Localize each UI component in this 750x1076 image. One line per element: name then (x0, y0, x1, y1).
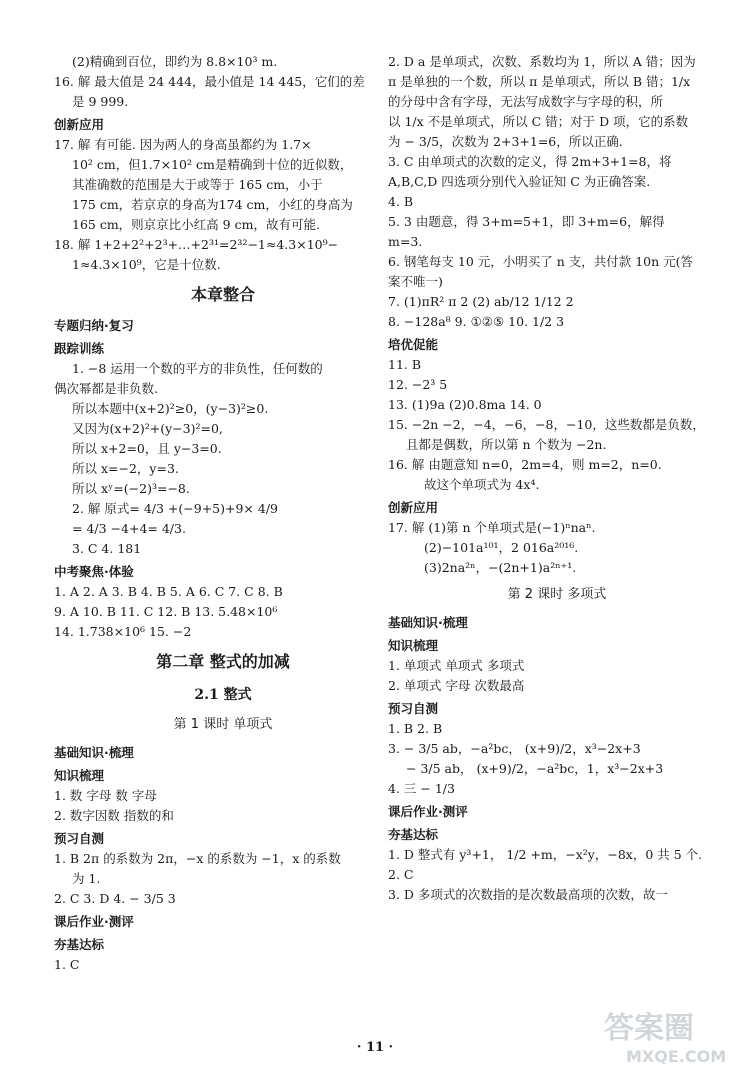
answer-line: 所以 x=−2，y=3. (72, 461, 179, 476)
answer-line: 1. D 整式有 y³+1， 1/2 +m，−x²y，−8x，0 共 5 个. (388, 847, 703, 862)
answer-line: 14. 1.738×10⁶ 15. −2 (54, 624, 192, 639)
section-heading: 创新应用 (388, 500, 439, 515)
section-heading: 知识梳理 (388, 638, 439, 653)
section-heading: 预习自测 (54, 831, 105, 846)
section-heading: 知识梳理 (54, 768, 105, 783)
section-heading: 第二章 整式的加减 (156, 652, 290, 671)
answer-line: 故这个单项式为 4x⁴. (424, 477, 540, 492)
svg-text:答案圈: 答案圈 (604, 1011, 694, 1046)
answer-line: 4. 三 − 1/3 (388, 781, 455, 796)
answer-line: (2)精确到百位，即约为 8.8×10³ m. (72, 54, 278, 69)
answer-line: 16. 解 最大值是 24 444，最小值是 14 445，它们的差 (54, 74, 365, 89)
answer-line: − 3/5 ab， (x+9)/2，−a²bc，1，x³−2x+3 (406, 761, 664, 776)
answer-line: 为 − 3/5，次数为 2+3+1=6，所以正确. (388, 134, 623, 149)
answer-line: 1. C (54, 957, 80, 972)
answer-line: 2. C (388, 867, 414, 882)
answer-line: 且都是偶数，所以第 n 个数为 −2n. (406, 437, 607, 452)
answer-line: 5. 3 由题意，得 3+m=5+1，即 3+m=6，解得 (388, 214, 665, 229)
answer-line: (2)−101a¹⁰¹，2 016a²⁰¹⁶. (424, 540, 579, 555)
svg-text:MXQE.COM: MXQE.COM (626, 1047, 727, 1066)
answer-line: 1. 单项式 单项式 多项式 (388, 658, 525, 673)
section-heading: 跟踪训练 (54, 341, 105, 356)
answer-line: 3. C 由单项式的次数的定义，得 2m+3+1=8，将 (388, 154, 672, 169)
right-column (388, 52, 726, 905)
answer-line: 2. 数字因数 指数的和 (54, 808, 174, 823)
section-heading: 预习自测 (388, 701, 439, 716)
answer-line: 案不唯一) (388, 274, 443, 289)
answer-line: 6. 钢笔每支 10 元，小明买了 n 支，共付款 10n 元(答 (388, 254, 694, 269)
answer-line: 2. D a 是单项式，次数、系数均为 1，所以 A 错；因为 (388, 54, 696, 69)
answer-line: 1. B 2π 的系数为 2π，−x 的系数为 −1，x 的系数 (54, 851, 341, 866)
answer-line: 又因为(x+2)²+(y−3)²=0, (72, 421, 223, 436)
section-heading: 第 1 课时 单项式 (173, 717, 273, 732)
answer-line: 4. B (388, 194, 414, 209)
answer-line: 7. (1)πR² π 2 (2) ab/12 1/12 2 (388, 294, 574, 309)
section-heading: 课后作业·测评 (54, 914, 134, 929)
answer-line: 17. 解 (1)第 n 个单项式是(−1)ⁿnaⁿ. (388, 520, 596, 535)
answer-line: m=3. (388, 234, 423, 249)
answer-line: 所以 xʸ=(−2)³=−8. (72, 481, 190, 496)
answer-line: 175 cm，若京京的身高为174 cm，小红的身高为 (72, 197, 353, 212)
answer-line: 10² cm，但1.7×10² cm是精确到十位的近似数， (72, 157, 353, 172)
answer-line: 18. 解 1+2+2²+2³+…+2³¹=2³²−1≈4.3×10⁹− (54, 237, 339, 252)
answer-line: 1. −8 运用一个数的平方的非负性，任何数的 (72, 361, 323, 376)
answer-line: (3)2na²ⁿ，−(2n+1)a²ⁿ⁺¹. (424, 560, 577, 575)
watermark-logo (596, 1000, 746, 1070)
section-heading: 基础知识·梳理 (388, 615, 468, 630)
answer-line: 3. − 3/5 ab，−a²bc， (x+9)/2，x³−2x+3 (388, 741, 641, 756)
answer-line: 1. 数 字母 数 字母 (54, 788, 157, 803)
section-heading: 第 2 课时 多项式 (507, 587, 607, 602)
answer-line: 8. −128a⁸ 9. ①②⑤ 10. 1/2 3 (388, 314, 565, 329)
answer-line: 其准确数的范围是大于或等于 165 cm，小于 (72, 177, 323, 192)
answer-line: 2. C 3. D 4. − 3/5 3 (54, 891, 176, 906)
answer-line: 3. D 多项式的次数指的是次数最高项的次数，故一 (388, 887, 668, 902)
answer-line: 1. A 2. A 3. B 4. B 5. A 6. C 7. C 8. B (54, 584, 283, 599)
answer-line: 165 cm，则京京比小红高 9 cm，故有可能. (72, 217, 320, 232)
answer-line: 1. B 2. B (388, 721, 443, 736)
section-heading: 基础知识·梳理 (54, 745, 134, 760)
section-heading: 培优促能 (388, 337, 439, 352)
left-column (54, 52, 392, 975)
answer-line: A,B,C,D 四选项分别代入验证知 C 为正确答案. (388, 174, 651, 189)
answer-line: 以 1/x 不是单项式，所以 C 错；对于 D 项，它的系数 (388, 114, 689, 129)
answer-line: 13. (1)9a (2)0.8ma 14. 0 (388, 397, 542, 412)
section-heading: 创新应用 (54, 117, 105, 132)
answer-line: 17. 解 有可能. 因为两人的身高虽都约为 1.7× (54, 137, 312, 152)
section-heading: 课后作业·测评 (388, 804, 468, 819)
answer-line: 3. C 4. 181 (72, 541, 142, 556)
answer-line: 2. 解 原式= 4/3 +(−9+5)+9× 4/9 (72, 501, 278, 516)
answer-line: 的分母中含有字母，无法写成数字与字母的积，所 (388, 94, 664, 109)
answer-line: 2. 单项式 字母 次数最高 (388, 678, 525, 693)
answer-line: = 4/3 −4+4= 4/3. (72, 521, 186, 536)
answer-line: 为 1. (72, 871, 101, 886)
answer-line: 11. B (388, 357, 422, 372)
page-number: · 11 · (356, 1040, 394, 1055)
section-heading: 夯基达标 (388, 827, 439, 842)
section-heading: 夯基达标 (54, 937, 105, 952)
answer-line: 16. 解 由题意知 n=0，2m=4，则 m=2，n=0. (388, 457, 662, 472)
section-heading: 专题归纳·复习 (54, 318, 134, 333)
section-heading: 中考聚焦·体验 (54, 564, 134, 579)
answer-line: 12. −2³ 5 (388, 377, 448, 392)
answer-line: 所以本题中(x+2)²≥0，(y−3)²≥0. (72, 401, 269, 416)
answer-line: 9. A 10. B 11. C 12. B 13. 5.48×10⁶ (54, 604, 278, 619)
answer-line: 是 9 999. (72, 94, 129, 109)
section-heading: 本章整合 (190, 285, 255, 304)
answer-line: π 是单独的一个数，所以 π 是单项式，所以 B 错；1/x (388, 74, 691, 89)
answer-line: 偶次幂都是非负数. (54, 381, 158, 396)
answer-line: 1≈4.3×10⁹，它是十位数. (72, 257, 221, 272)
section-heading: 2.1 整式 (194, 687, 252, 703)
answer-line: 15. −2n −2，−4，−6，−8，−10，这些数都是负数， (388, 417, 705, 432)
answer-line: 所以 x+2=0，且 y−3=0. (72, 441, 222, 456)
